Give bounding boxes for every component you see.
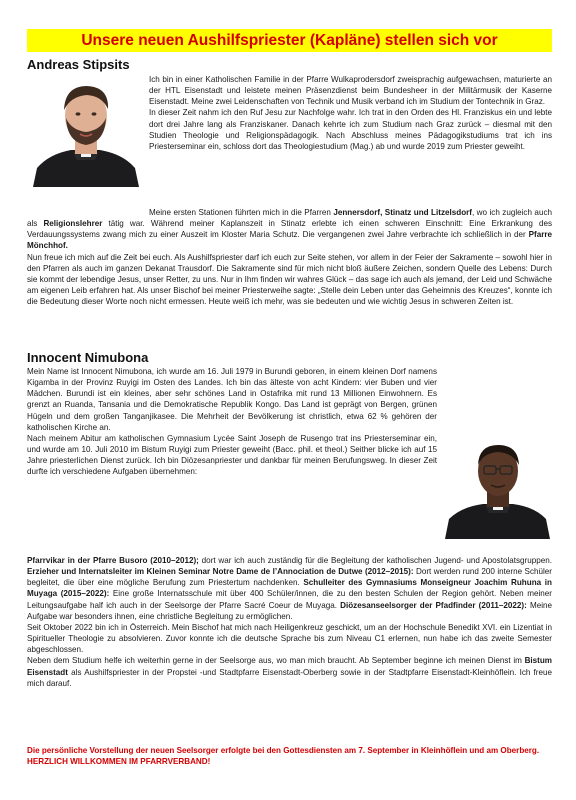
priest2-body-text xyxy=(27,555,552,689)
priest2-name: Innocent Nimubona xyxy=(27,350,149,365)
text-run-bold: Bistum Eisenstadt xyxy=(27,656,552,677)
priest1-paragraph-3 xyxy=(27,207,552,252)
page-title-banner: Unsere neuen Aushilfspriester (Kapläne) stellen sich vor xyxy=(27,29,552,52)
text-run-bold: Pfarrvikar in der Pfarre Busoro (2010–2012); xyxy=(27,556,199,565)
closing-text: Die persönliche Vorstellung der neuen Seelsorger erfolgte bei den Gottesdiensten am 7. September in Kleinhöflein und am Oberberg. HERZLICH WILLKOMMEN IM PFARRVERBAND! xyxy=(27,746,540,767)
text-run-bold: Schulleiter des Gymnasiums Monseigneur Joachim Ruhuna in Muyaga (2015–2022): xyxy=(27,578,552,599)
priest1-photo xyxy=(27,72,144,187)
text-run-bold: Diözesanseelsorger der Pfadfinder (2011–2022): xyxy=(340,600,527,610)
priest2-paragraph-2: Nach meinem Abitur am katholischen Gymnasium Lycée Saint Joseph de Rusengo trat ins Priesterseminar ein, und wurde am 10. Juli 2010 im Bistum Ruyigi zum Priester geweiht (Bacc. phil. et theol.) Seither blicke ich auf 15 Jahre priesterlichen Dienst zurück. Ich bin Diözesanpriester und dankbar für meinen Berufungsweg. In dieser Zeit durfte ich verschiedene Aufgaben übernehmen: xyxy=(27,433,437,477)
priest1-paragraph-2: In dieser Zeit nahm ich den Ruf Jesu zur Nachfolge wahr. Ich trat in den Orden des Hl. Franziskus ein und lebte dort drei Jahre lang als Franziskaner. Danach kehrte ich zum Studium nach Graz zurück – diesmal mit den Studien Theologie und Religionspädagogik. Nach Abschluss meines Pädagogikstudiums trat ich ins Priesterseminar ein, schloss dort das Theologiestudium (Mag.) ab und wurde 2019 zum Priester geweiht. xyxy=(149,108,552,151)
priest1-body-text xyxy=(27,207,552,307)
priest2-paragraph-3 xyxy=(27,555,552,622)
text-run: Meine Aufgabe war besonders ihnen, eine christliche Begleitung zu ermöglichen. xyxy=(27,600,553,621)
text-run: , wo ich zugleich auch als xyxy=(27,208,552,229)
text-run-bold: Erzieher und Internatsleiter im Kleinen Seminar Notre Dame de l’Annociation de Dutwe (2012–2015): xyxy=(27,567,414,577)
closing-announcement xyxy=(27,745,552,767)
text-run: als Aushilfspriester in der Propstei -und Stadtpfarre Eisenstadt-Oberberg sowie in der Stadtpfarre Eisenstadt-Kleinhöflein. Ich freue mich darauf. xyxy=(27,667,552,688)
priest1-paragraph-1: Ich bin in einer Katholischen Familie in der Pfarre Wulkaprodersdorf zweisprachig aufgewachsen, maturierte an der HTL Eisenstadt und leistete meinen Präsenzdienst beim Bundesheer in der Militärmusik der Kaserne Eisenstadt. Meine zwei Leidenschaften von Technik und Musik verband ich im Studium der Tontechnik in Graz. xyxy=(149,75,552,107)
text-run-bold: Religionslehrer xyxy=(43,219,103,229)
text-run: Neben dem Studium helfe ich weiterhin gerne in der Seelsorge aus, wo man mich braucht. Ab September beginne ich meinen Dienst im xyxy=(27,656,525,666)
priest1-intro-text xyxy=(149,74,552,152)
priest2-photo xyxy=(443,433,552,539)
priest2-paragraph-5 xyxy=(27,655,552,688)
text-run: dort war ich auch zuständig für die Begleitung der katholischen Jugend- und Apostolatsgruppen. xyxy=(198,556,552,565)
priest2-paragraph-4: Seit Oktober 2022 bin ich in Österreich. Mein Bischof hat mich nach Heiligenkreuz geschickt, um an der Hochschule Benedikt XVI. ein Lizentiat in Spiritueller Theologie zu absolvieren. Zuvor konnte ich die deutsche Sprache bis zum Niveau C1 erlernen, nun habe ich das zweite Semester abgeschlossen. xyxy=(27,622,552,655)
priest2-intro-text xyxy=(27,366,437,478)
text-run: tätig war. Während meiner Kaplanszeit in Stinatz erlebte ich einen schweren Einschnitt: Eine Erkrankung des Verdauungssystems zwang mich zu einer Auszeit im Kloster Maria Schutz. Die vergangenen zwei Jahre verbrachte ich schließlich in der xyxy=(27,219,552,240)
text-run: Meine ersten Stationen führten mich in die Pfarren xyxy=(149,208,334,217)
text-run-bold: Jennersdorf, Stinatz und Litzelsdorf xyxy=(333,208,472,217)
text-run-bold: Pfarre Mönchhof. xyxy=(27,230,552,251)
text-run: Dort werden rund 200 interne Schüler begleitet, die über eine mögliche Berufung zum Priestertum nachdenken. xyxy=(27,567,552,588)
priest1-name: Andreas Stipsits xyxy=(27,57,130,72)
priest1-paragraph-4: Nun freue ich mich auf die Zeit bei euch. Als Aushilfspriester darf ich euch zur Seite stehen, vor allem in der Feier der Sakramente – sowohl hier in den Pfarren als auch im ganzen Dekanat Trausdorf. Die Sakramente sind für mich nicht bloß äußere Zeichen, sondern Quelle des Lebens: Durch sie kommt der lebendige Jesus, unser Retter, zu uns. Nur in Ihm finden wir wahres Glück – das sage ich auch als jemand, der Leid und Schwäche am eigenen Leib erfahren hat. Als unser Bischof bei meiner Priesterweihe sagte: „Stelle dein Leben unter das Geheimnis des Kreuzes“, konnte ich die Bedeutung dieser Worte noch nicht ermessen. Heute weiß ich mehr, was sie bedeuten und wie wichtig Jesus in schweren Zeiten ist. xyxy=(27,252,552,307)
priest2-paragraph-1: Mein Name ist Innocent Nimubona, ich wurde am 16. Juli 1979 in Burundi geboren, in einem kleinen Dorf namens Kigamba in der Provinz Ruyigi im Osten des Landes. Ich bin das älteste von acht Kindern: vier Buben und vier Mädchen. Burundi ist ein kleines, aber sehr schönes Land in Ostafrika mit rund 13 Millionen Einwohnern. Es grenzt an Ruanda, Tansania und die Demokratische Republik Kongo. Das Land ist geprägt von Bergen, grünen Hügeln und dem großen Tanganjikasee. Die Mehrheit der Bevölkerung ist christlich, etwa 62 % gehören der katholischen Kirche an. xyxy=(27,367,437,432)
text-run: Eine große Internatsschule mit über 400 Schüler/innen, die zu den besten Schulen der Region gehört. Neben meiner Leitungsaufgabe half ich auch in der Seelsorge der Pfarre Sacré Coeur de Muyaga. xyxy=(27,589,552,610)
